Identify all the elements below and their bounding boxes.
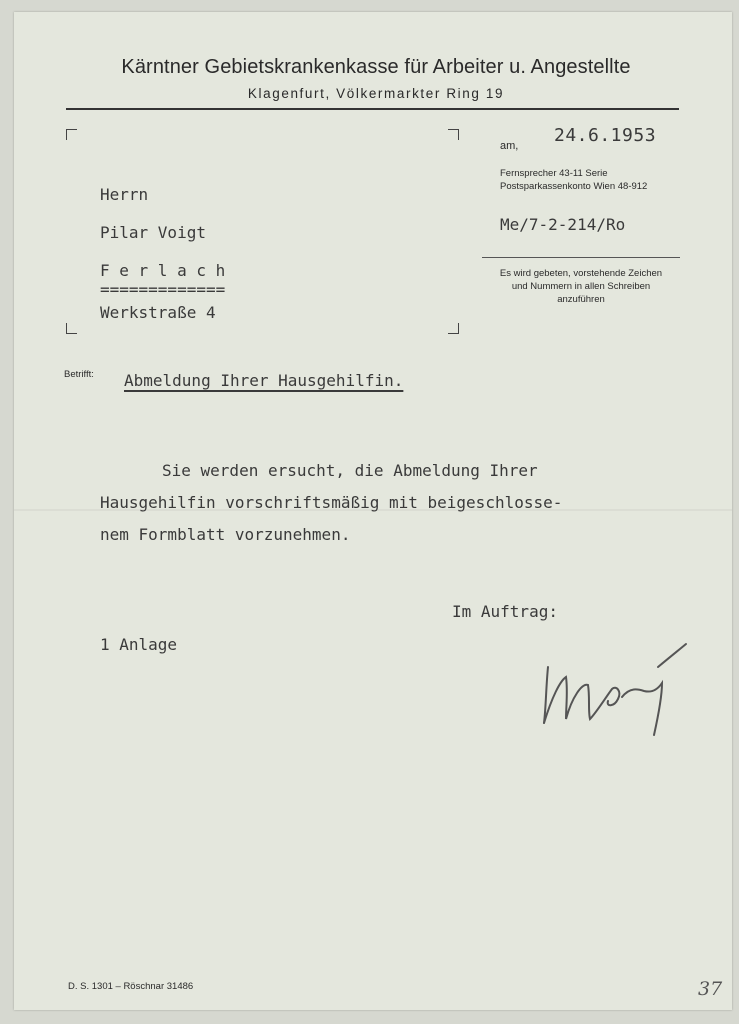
address-window-mark [66, 129, 77, 140]
reference-number: Me/7-2-214/Ro [500, 215, 626, 234]
organization-name: Kärntner Gebietskrankenkasse für Arbeiter u. Angestellte [121, 56, 631, 78]
recipient-city: F e r l a c h [100, 261, 226, 280]
letter-date: 24.6.1953 [554, 125, 657, 146]
body-line: Hausgehilfin vorschriftsmäßig mit beigeschlosse- [100, 493, 563, 512]
page-number: 37 [698, 978, 723, 1000]
reference-note-line: Es wird gebeten, vorstehende Zeichen [499, 268, 663, 279]
recipient-street: Werkstraße 4 [100, 303, 216, 322]
postal-account-line: Postsparkassenkonto Wien 48-912 [500, 181, 648, 192]
reference-note [480, 267, 682, 306]
address-window-mark [448, 323, 459, 334]
letter-sheet [14, 12, 732, 1010]
letterhead-rule [66, 108, 679, 110]
organization-address: Klagenfurt, Völkermarkter Ring 19 [247, 86, 505, 101]
recipient-city-underline: ============= [100, 280, 226, 299]
recipient-name: Pilar Voigt [100, 223, 206, 242]
contact-info [500, 167, 647, 193]
address-window-mark [448, 129, 459, 140]
reference-note-line: anzuführen [557, 294, 605, 305]
reference-note-line: und Nummern in allen Schreiben [511, 281, 651, 292]
subject-text: Abmeldung Ihrer Hausgehilfin. [124, 371, 404, 390]
reference-note-rule [482, 257, 680, 258]
form-code: D. S. 1301 – Röschnar 31486 [68, 981, 194, 992]
recipient-salutation: Herrn [100, 185, 149, 204]
body-line: nem Formblatt vorzunehmen. [100, 525, 351, 544]
in-order-label: Im Auftrag: [452, 602, 558, 621]
phone-line: Fernsprecher 43-11 Serie [500, 168, 608, 179]
enclosure-note: 1 Anlage [100, 635, 178, 654]
subject-label: Betrifft: [64, 369, 94, 380]
address-window-mark [66, 323, 77, 334]
handwritten-signature [534, 627, 694, 737]
body-line: Sie werden ersucht, die Abmeldung Ihrer [162, 461, 538, 480]
date-label: am, [500, 140, 519, 152]
